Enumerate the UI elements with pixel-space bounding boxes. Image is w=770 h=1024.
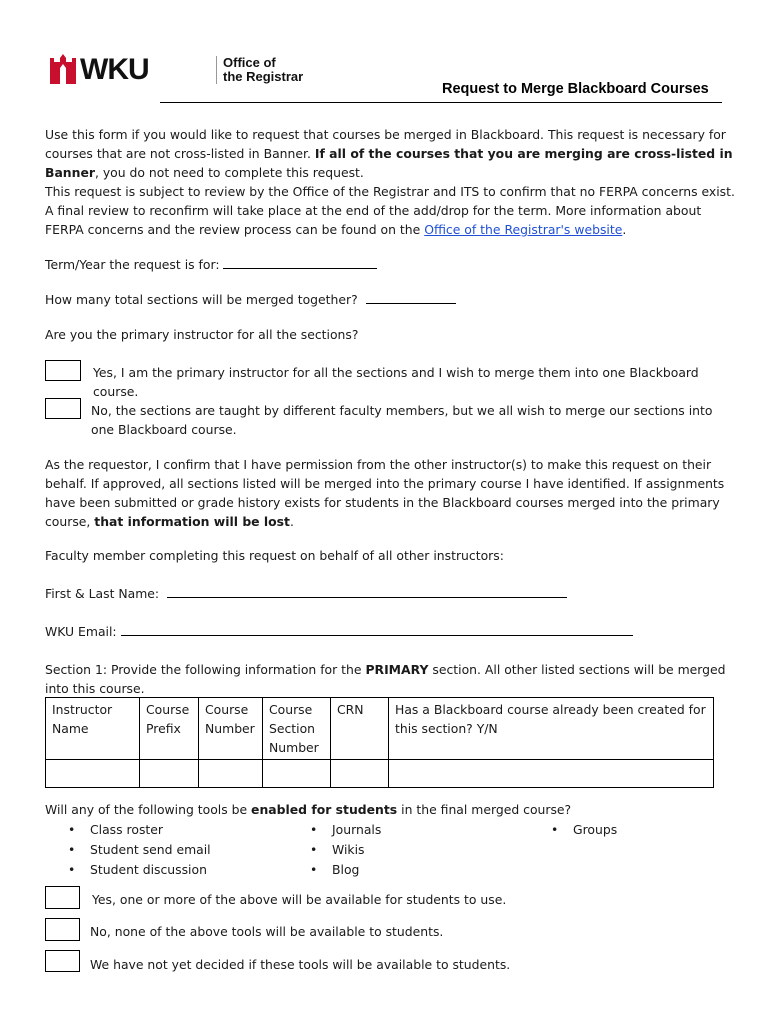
cell-course-prefix[interactable] bbox=[140, 760, 199, 788]
tools-text-2: in the final merged course? bbox=[397, 802, 572, 817]
confirm-paragraph bbox=[45, 455, 735, 531]
term-year-field[interactable] bbox=[223, 255, 377, 269]
intro-bold: If all of the courses that you are merging are cross-listed in Banner bbox=[45, 146, 733, 180]
intro-text-1: Use this form if you would like to request that courses be merged in Blackboard. This request is necessary for courses that are not cross-listed in Banner. bbox=[45, 127, 726, 161]
email-row bbox=[45, 622, 633, 641]
faculty-label: Faculty member completing this request on behalf of all other instructors: bbox=[45, 548, 504, 563]
col-blackboard-created: Has a Blackboard course already been created for this section? Y/N bbox=[389, 698, 714, 760]
intro-text-3: This request is subject to review by the Office of the Registrar and ITS to confirm that no FERPA concerns exist. A final review to reconfirm will take place at the end of the add/drop for the term. More information about FERPA concerns and the review process can be found on the bbox=[45, 184, 735, 237]
logo-wordmark: WKU bbox=[80, 53, 149, 86]
confirm-text: As the requestor, I confirm that I have permission from the other instructor(s) to make this request on their behalf. If approved, all sections listed will be merged into the primary course I have identified. If assignments have been submitted or grade history exists for students in the Blackboard courses merged into the primary course, bbox=[45, 457, 725, 529]
cell-instructor-name[interactable] bbox=[46, 760, 140, 788]
cell-blackboard-created[interactable] bbox=[389, 760, 714, 788]
tools-no-checkbox[interactable] bbox=[45, 918, 80, 941]
term-year-row bbox=[45, 255, 377, 274]
cell-course-number[interactable] bbox=[199, 760, 263, 788]
primary-instructor-question: Are you the primary instructor for all the sections? bbox=[45, 327, 359, 342]
primary-yes-label: Yes, I am the primary instructor for all the sections and I wish to merge them into one Blackboard course. bbox=[93, 365, 699, 399]
logo-divider bbox=[216, 56, 217, 84]
office-line-2: the Registrar bbox=[223, 69, 304, 84]
title-rule bbox=[160, 102, 722, 103]
section1-intro bbox=[45, 660, 735, 698]
confirm-bold: that information will be lost bbox=[94, 514, 290, 529]
intro-text-end: . bbox=[622, 222, 627, 237]
primary-no-label: No, the sections are taught by different faculty members, but we all wish to merge our sections into one Blackboard course. bbox=[91, 403, 713, 437]
intro-paragraph bbox=[45, 125, 735, 239]
col-course-number: Course Number bbox=[199, 698, 263, 760]
sections-count-label: How many total sections will be merged together? bbox=[45, 292, 358, 307]
tool-blog: • Blog bbox=[332, 860, 359, 879]
col-course-prefix: Course Prefix bbox=[140, 698, 199, 760]
intro-text-2: , you do not need to complete this request. bbox=[94, 165, 364, 180]
sections-count-row bbox=[45, 290, 456, 309]
tools-yes-checkbox[interactable] bbox=[45, 886, 80, 909]
tools-undecided-checkbox[interactable] bbox=[45, 950, 80, 972]
primary-no-checkbox[interactable] bbox=[45, 398, 81, 419]
sections-count-field[interactable] bbox=[366, 290, 456, 304]
term-year-label: Term/Year the request is for: bbox=[45, 257, 220, 272]
email-field[interactable] bbox=[121, 622, 633, 636]
col-course-section: Course Section Number bbox=[263, 698, 331, 760]
table-header-row bbox=[46, 698, 714, 760]
registrar-website-link[interactable]: Office of the Registrar's website bbox=[424, 222, 623, 237]
col-instructor-name: Instructor Name bbox=[46, 698, 140, 760]
tool-student-send-email: • Student send email bbox=[90, 840, 211, 859]
primary-yes-checkbox[interactable] bbox=[45, 360, 81, 381]
name-field[interactable] bbox=[167, 584, 567, 598]
tool-groups: • Groups bbox=[573, 820, 617, 839]
primary-section-table bbox=[45, 697, 714, 788]
section1-text-1: Section 1: Provide the following information for the bbox=[45, 662, 366, 677]
tools-bold: enabled for students bbox=[251, 802, 398, 817]
cell-course-section[interactable] bbox=[263, 760, 331, 788]
table-row bbox=[46, 760, 714, 788]
tool-journals: • Journals bbox=[332, 820, 381, 839]
name-row bbox=[45, 584, 567, 603]
email-label: WKU Email: bbox=[45, 624, 117, 639]
office-line-1: Office of bbox=[223, 55, 276, 70]
section1-bold: PRIMARY bbox=[365, 662, 429, 677]
form-title: Request to Merge Blackboard Courses bbox=[442, 81, 709, 97]
cell-crn[interactable] bbox=[331, 760, 389, 788]
tool-student-discussion: • Student discussion bbox=[90, 860, 207, 879]
section1-text-2: section. All other listed sections will be merged into this course. bbox=[45, 662, 726, 696]
col-crn: CRN bbox=[331, 698, 389, 760]
tools-question bbox=[45, 800, 571, 819]
tools-yes-label: Yes, one or more of the above will be available for students to use. bbox=[92, 892, 507, 907]
tools-text-1: Will any of the following tools be bbox=[45, 802, 252, 817]
tool-class-roster: • Class roster bbox=[90, 820, 163, 839]
tool-wikis: • Wikis bbox=[332, 840, 365, 859]
tools-undecided-label: We have not yet decided if these tools will be available to students. bbox=[90, 957, 511, 972]
name-label: First & Last Name: bbox=[45, 586, 160, 601]
confirm-end: . bbox=[289, 514, 294, 529]
tower-icon bbox=[50, 54, 76, 84]
office-name bbox=[223, 56, 303, 84]
tools-no-label: No, none of the above tools will be available to students. bbox=[90, 924, 444, 939]
